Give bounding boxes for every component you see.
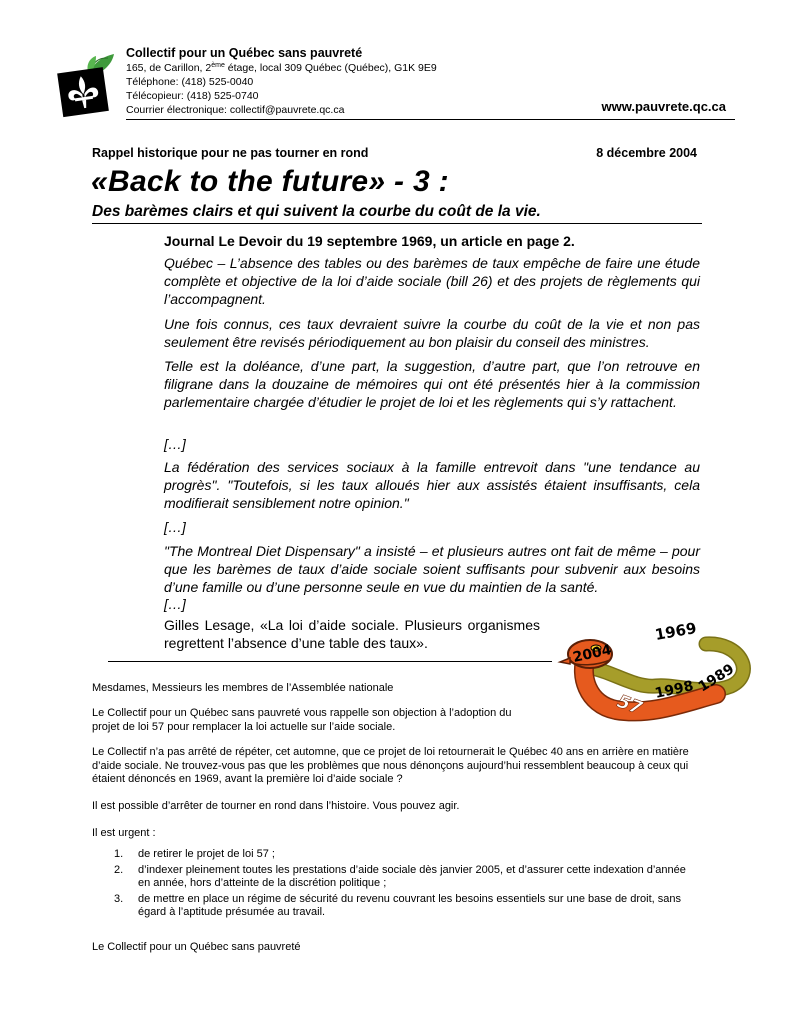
header-rule bbox=[126, 119, 735, 120]
page-subtitle: Des barèmes clairs et qui suivent la courbe du coût de la vie. bbox=[92, 203, 541, 220]
quote-ellipsis: […] bbox=[164, 596, 186, 612]
letter-paragraph: Le Collectif n’a pas arrêté de répéter, cet automne, que ce projet de loi retournerait le Québec 40 ans en arrière en matière d’aide sociale. Ne trouvez-vous pas que les problèmes que nous dénonçons aujourd’hui ressemblent beaucoup à ceux qui étaient dénoncés en 1969, avant la première loi d’aide sociale ? bbox=[92, 746, 689, 785]
demands-list bbox=[92, 848, 692, 922]
list-item: 1. de retirer le projet de loi 57 ; bbox=[114, 848, 275, 860]
article-heading: Journal Le Devoir du 19 septembre 1969, un article en page 2. bbox=[164, 233, 575, 249]
snake-label-1989: 1989 bbox=[695, 661, 738, 696]
snake-label-57: 57 bbox=[614, 690, 646, 720]
section-rule bbox=[108, 661, 552, 662]
letter-paragraph: Il est possible d’arrêter de tourner en rond dans l’histoire. Vous pouvez agir. bbox=[92, 800, 460, 812]
kicker: Rappel historique pour ne pas tourner en rond bbox=[92, 146, 369, 160]
article-source: Gilles Lesage, «La loi d’aide sociale. Plusieurs organismes regrettent l’absence d’une table des taux». bbox=[164, 617, 540, 651]
logo-fleur-de-lis bbox=[54, 52, 118, 118]
quote-paragraph: "The Montreal Diet Dispensary" a insisté – et plusieurs autres ont fait de même – pour que les barèmes de taux d’aide sociale soient suffisants pour subvenir aux besoins d’une famille ou d’une personne seule en vue du maintien de la santé. bbox=[164, 543, 700, 595]
org-name: Collectif pour un Québec sans pauvreté bbox=[126, 46, 363, 60]
snake-label-2004: 2004 bbox=[571, 642, 613, 666]
quote-paragraph: La fédération des services sociaux à la famille entrevoit dans "une tendance au progrès". "Toutefois, si les taux alloués hier aux assistés étaient insuffisants, cela modifierait sensiblement notre opinion." bbox=[164, 459, 700, 511]
snake-illustration bbox=[556, 614, 756, 724]
letter-signature: Le Collectif pour un Québec sans pauvreté bbox=[92, 941, 301, 953]
letter-paragraph: Il est urgent : bbox=[92, 827, 156, 839]
list-item: 3. de mettre en place un régime de sécurité du revenu couvrant les besoins essentiels sur une base de droit, sans égard à l’aptitude présumée au travail. bbox=[114, 892, 681, 918]
org-address: 165, de Carillon, 2ème étage, local 309 Québec (Québec), G1K 9E9 bbox=[126, 62, 437, 74]
letter-paragraph: Le Collectif pour un Québec sans pauvreté vous rappelle son objection à l’adoption du projet de loi 57 pour remplacer la loi actuelle sur l’aide sociale. bbox=[92, 707, 512, 733]
quote-paragraph: Québec – L’absence des tables ou des barèmes de taux empêche de faire une étude complète et objective de la loi d’aide sociale (bill 26) et des projets de règlements qui l’accompagnent. bbox=[164, 255, 700, 307]
org-phone: Téléphone: (418) 525-0040 bbox=[126, 76, 254, 88]
document-date: 8 décembre 2004 bbox=[596, 146, 697, 160]
quote-ellipsis: […] bbox=[164, 519, 186, 535]
letter-salutation: Mesdames, Messieurs les membres de l’Assemblée nationale bbox=[92, 682, 394, 694]
org-email: Courrier électronique: collectif@pauvrete.qc.ca bbox=[126, 104, 345, 116]
quote-ellipsis: […] bbox=[164, 436, 186, 452]
snake-label-1969: 1969 bbox=[653, 618, 698, 644]
snake-label-1998: 1998 bbox=[653, 678, 695, 702]
page-title: «Back to the future» - 3 : bbox=[91, 165, 449, 198]
org-fax: Télécopieur: (418) 525-0740 bbox=[126, 90, 259, 102]
list-item: 2. d’indexer pleinement toutes les prestations d’aide sociale dès janvier 2005, et d’assurer cette indexation d’année en année, hors d’atteinte de la discrétion politique ; bbox=[114, 863, 686, 889]
subtitle-rule bbox=[92, 223, 702, 224]
website-link[interactable]: www.pauvrete.qc.ca bbox=[601, 99, 726, 114]
quote-paragraph: Une fois connus, ces taux devraient suivre la courbe du coût de la vie et non pas seulement être revisés périodiquement au bon plaisir du conseil des ministres. bbox=[164, 316, 700, 350]
quote-paragraph: Telle est la doléance, d’une part, la suggestion, d’autre part, que l’on retrouve en filigrane dans la douzaine de mémoires qui ont été présentés hier à la commission parlementaire chargée d’étudier le projet de loi et les règlements qui s’y rattachent. bbox=[164, 358, 700, 410]
